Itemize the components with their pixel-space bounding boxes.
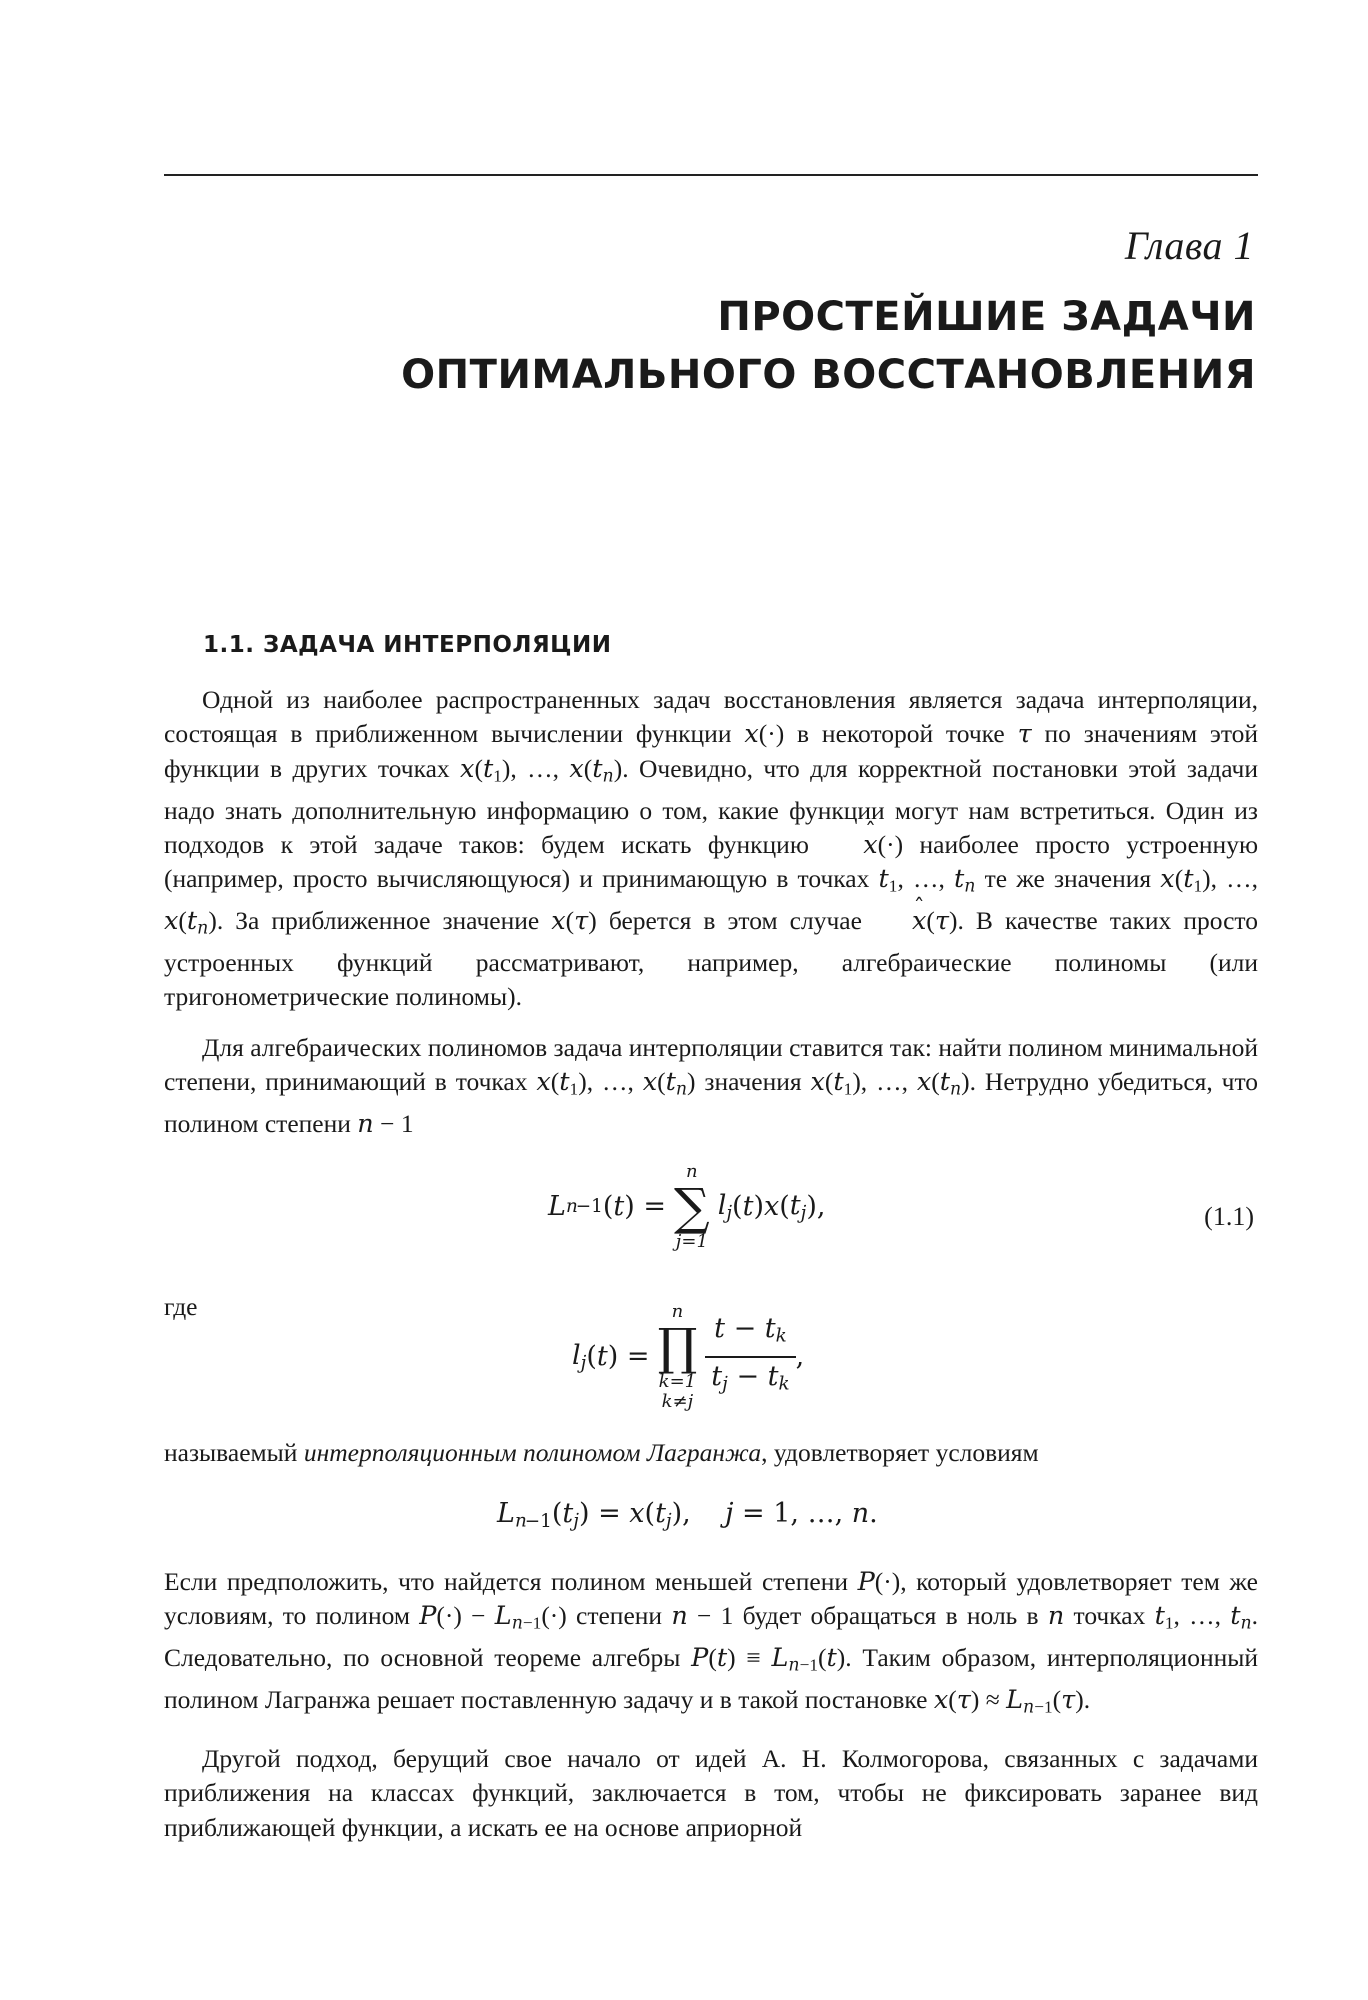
paragraph-3: называемый интерполяционным полиномом Лагранжа, удовлетворяет условиям: [164, 1438, 1039, 1467]
chapter-title-line-2: ОПТИМАЛЬНОГО ВОССТАНОВЛЕНИЯ: [401, 352, 1256, 398]
section-heading: 1.1. ЗАДАЧА ИНТЕРПОЛЯЦИИ: [203, 632, 612, 658]
equation-lagrange-sum: L n −1 ( t ) = n ∑ j=1 $l_j$ ( t ) x ( $t_j$ ),: [548, 1161, 826, 1252]
paragraph-2: Для алгебраических полиномов задача интерполяции ставится так: найти полином минимальной степени, принимающий в точках $x(t_1)$, …, $x(t_n)$ значения $x(t_1)$, …, $x(t_n)$. Нетрудно убедиться, что полином степени n − 1: [164, 1033, 1259, 1140]
chapter-title-line-1: ПРОСТЕЙШИЕ ЗАДАЧИ: [717, 294, 1256, 340]
top-rule: [164, 174, 1258, 176]
equation-conditions: $L_{n-1}(t_j) = x(t_j)$, j = 1, …, n.: [497, 1498, 878, 1532]
equation-lagrange-basis: $l_j$ ( t ) = n ∏ k=1 k≠j $\frac{t - t_k}{t_j - t_k}$ ,: [572, 1301, 805, 1412]
chapter-title: [401, 288, 1256, 404]
chapter-label: Глава 1: [1124, 223, 1254, 268]
equation-number: (1.1): [1204, 1202, 1254, 1231]
paragraph-1: Одной из наиболее распространенных задач восстановления является задача интерполяции, состоящая в приближенном вычислении функции x(·) в некоторой точке τ по значениям этой функции в других точках $x(t_1)$, …, $x(t_n)$. Очевидно, что для корректной постановки этой задачи надо знать дополнительную информацию о том, какие функции могут нам встретиться. Один из подходов к этой задаче таков: будем искать функцию ˆ x(·) наиболее просто устроенную (например, просто вычисляющуюся) и принимающую в точках $t_1$, …, $t_n$ те же значения $x(t_1)$, …, $x(t_n)$. За приближенное значение x(τ) берется в этом случае ˆ x(τ). В качестве таких просто устроенных функций рассматривают, например, алгебраические полиномы (или тригонометрические полиномы).: [164, 683, 1258, 1015]
paragraph-5: Другой подход, берущий свое начало от идей А. Н. Колмогорова, связанных с задачами приближения на классах функций, заключается в том, чтобы не фиксировать заранее вид приближающей функции, а искать ее на основе априорной: [164, 1744, 1258, 1842]
paragraph-4: Если предположить, что найдется полином меньшей степени P(·), который удовлетворяет тем же условиям, то полином $P(\cdot) - L_{n-1}(\cdot)$ степени n − 1 будет обращаться в ноль в n точках $t_1$, …, $t_n$. Следовательно, по основной теореме алгебры $P(t) \equiv L_{n-1}(t)$. Таким образом, интерполяционный полином Лагранжа решает поставленную задачу и в такой постановке $x(\tau) \approx L_{n-1}(\tau)$.: [164, 1567, 1259, 1718]
where-word: где: [164, 1292, 198, 1321]
